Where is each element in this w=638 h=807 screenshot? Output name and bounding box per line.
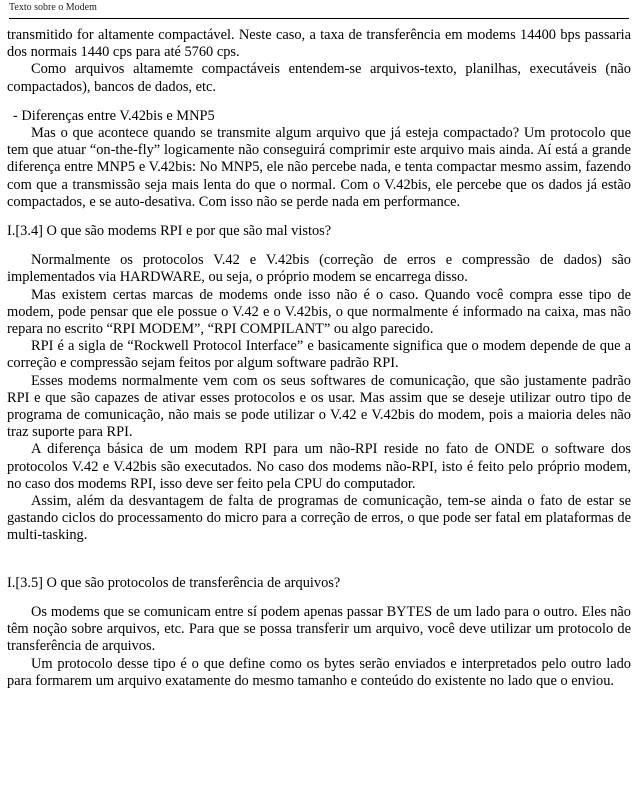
document-body xyxy=(7,27,631,690)
paragraph: Os modems que se comunicam entre sí podem apenas passar BYTES de um lado para o outro. Eles não têm noção sobre arquivos, etc. Para que se possa transferir um arquivo, você deve utilizar um protocolo de transferência de arquivos. xyxy=(7,603,631,655)
subheading-v42bis-mnp5: - Diferenças entre V.42bis e MNP5 xyxy=(13,107,215,124)
paragraph: A diferença básica de um modem RPI para um não-RPI reside no fato de ONDE o software dos protocolos V.42 e V.42bis são executados. No caso dos modems não-RPI, isto é feito pelo próprio modem, no caso dos modems RPI, isso deve ser feito pela CPU do computador. xyxy=(7,441,631,492)
section-heading-3-5: I.[3.5] O que são protocolos de transferência de arquivos? xyxy=(7,574,341,591)
header-rule xyxy=(9,18,629,19)
paragraph: Esses modems normalmente vem com os seus softwares de comunicação, que são justamente padrão RPI e que são capazes de ativar esses protocolos e os usar. Mas assim que se deseje utilizar outro tipo de programa de comunicação, não mais se pode utilizar o V.42 e V.42bis do modem, pois a maioria deles não traz suporte para RPI. xyxy=(7,372,631,441)
paragraph: transmitido for altamente compactável. Neste caso, a taxa de transferência em modems 14400 bps passaria dos normais 1440 cps para até 5760 cps. xyxy=(7,27,631,61)
section-heading-3-4: I.[3.4] O que são modems RPI e por que são mal vistos? xyxy=(7,223,332,240)
paragraph: Como arquivos altamemte compactáveis entendem-se arquivos-texto, planilhas, executáveis (não compactados), bancos de dados, etc. xyxy=(7,61,631,95)
paragraph: Mas o que acontece quando se transmite algum arquivo que já esteja compactado? Um protocolo que tem que atuar “on-the-fly” logicamente não conseguirá comprimir este arquivo mais ainda. Aí está a grande diferença entre MNP5 e V.42bis: No MNP5, ele não percebe nada, e tenta compactar mesmo assim, fazendo com que a transmissão seja mais lenta do que o normal. Com o V.42bis, ele percebe que os dados já estão compactados, e se auto-desativa. Com isso não se perde nada em performance. xyxy=(7,125,631,210)
paragraph: Normalmente os protocolos V.42 e V.42bis (correção de erros e compressão de dados) são implementados via HARDWARE, ou seja, o próprio modem se encarrega disso. xyxy=(7,252,631,286)
paragraph: Um protocolo desse tipo é o que define como os bytes serão enviados e interpretados pelo outro lado para formarem um arquivo exatamente do mesmo tamanho e conteúdo do existente no lado que o enviou. xyxy=(7,655,631,689)
running-header: Texto sobre o Modem xyxy=(9,2,97,13)
paragraph: Mas existem certas marcas de modems onde isso não é o caso. Quando você compra esse tipo de modem, pode pensar que ele possue o V.42 e o V.42bis, o que normalmente é informado na caixa, mas não repara no escrito “RPI MODEM”, “RPI COMPILANT” ou algo parecido. xyxy=(7,286,631,338)
paragraph: Assim, além da desvantagem de falta de programas de comunicação, tem-se ainda o fato de estar se gastando ciclos do processamento do micro para a correção de erros, o que pode ser fatal em plataformas de multi-tasking. xyxy=(7,493,631,544)
paragraph: RPI é a sigla de “Rockwell Protocol Interface” e basicamente significa que o modem depende de que a correção e compressão sejam feitos por algum software padrão RPI. xyxy=(7,338,631,372)
